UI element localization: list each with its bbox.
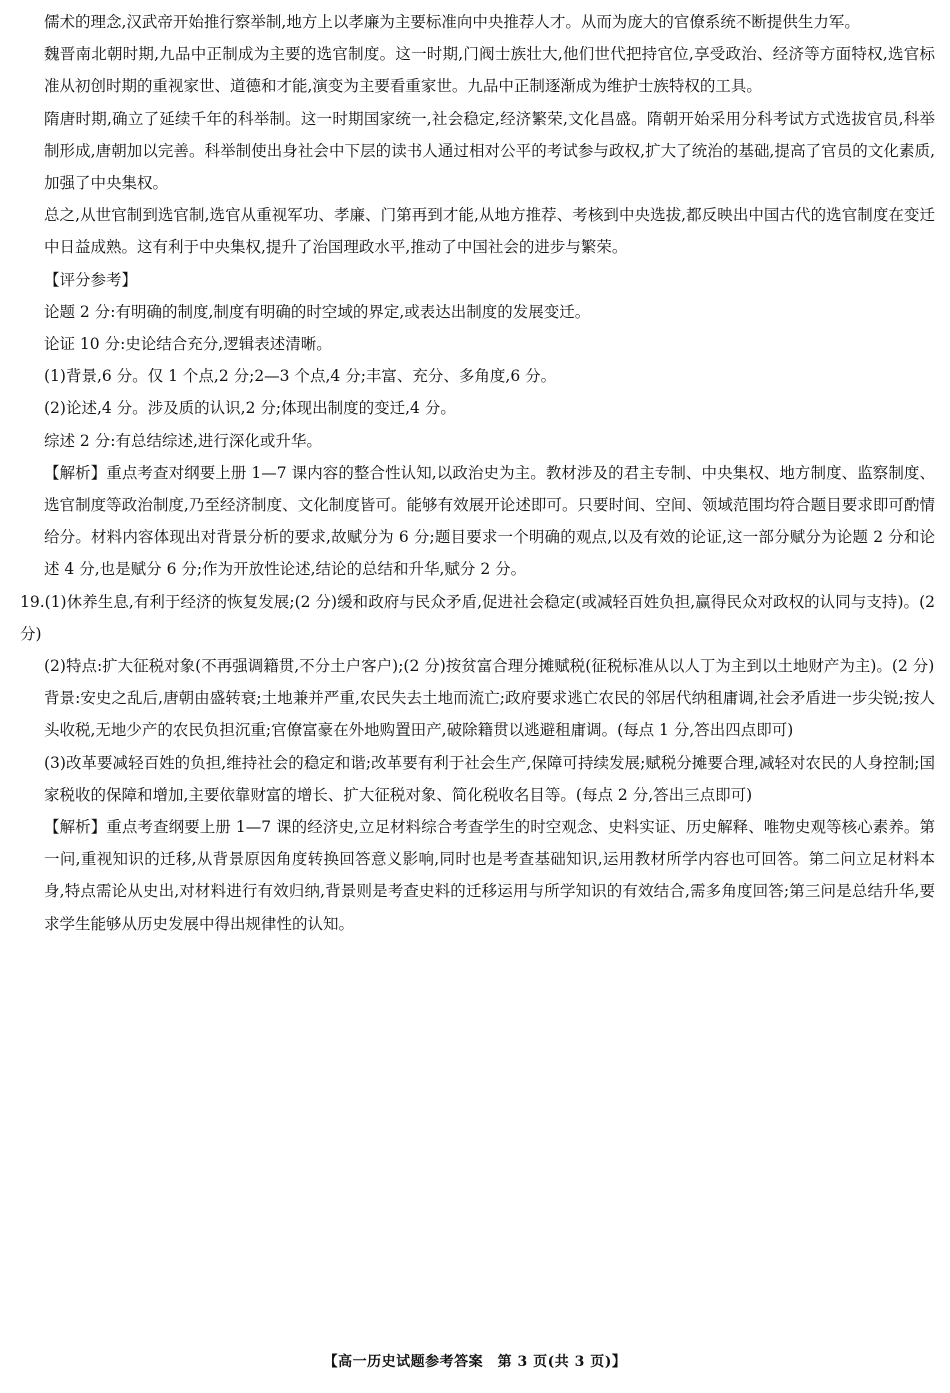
paragraph-wei-jin: 魏晋南北朝时期,九品中正制成为主要的选官制度。这一时期,门阀士族壮大,他们世代把持官位,享受政治、经济等方面特权,选官标准从初创时期的重视家世、道德和才能,演变为主要看重家世。九品中正制逐渐成为维护士族特权的工具。 bbox=[44, 45, 935, 96]
analysis-18: 【解析】重点考查对纲要上册 1—7 课内容的整合性认知,以政治史为主。教材涉及的君主专制、中央集权、地方制度、监察制度、选官制度等政治制度,乃至经济制度、文化制度皆可。能够有效展开论述即可。只要时间、空间、领域范围均符合题目要求即可酌情给分。材料内容体现出对背景分析的要求,故赋分为 6 分;题目要求一个明确的观点,以及有效的论证,这一部分赋分为论题 2 分和论述 4 分,也是赋分 6 分;作为开放性论述,结论的总结和升华,赋分 2 分。 bbox=[44, 463, 935, 579]
scoring-summary: 综述 2 分:有总结综述,进行深化或升华。 bbox=[44, 431, 322, 450]
analysis-19: 【解析】重点考查纲要上册 1—7 课的经济史,立足材料综合考查学生的时空观念、史料实证、历史解释、唯物史观等核心素养。第一问,重视知识的迁移,从背景原因角度转换回答意义影响,同时也是考查基础知识,运用教材所学内容也可回答。第二问立足材料本身,特点需论从史出,对材料进行有效归纳,背景则是考查史料的迁移运用与所学知识的有效结合,需多角度回答;第三问是总结升华,要求学生能够从历史发展中得出规律性的认知。 bbox=[44, 818, 935, 933]
answer-content bbox=[20, 6, 935, 940]
scoring-background: (1)背景,6 分。仅 1 个点,2 分;2—3 个点,4 分;丰富、充分、多角度,6 分。 bbox=[44, 367, 557, 386]
answer-19-part3: (3)改革要减轻百姓的负担,维持社会的稳定和谐;改革要有利于社会生产,保障可持续发展;赋税分摊要合理,减轻对农民的人身控制;国家税收的保障和增加,主要依靠财富的增长、扩大征税对象、简化税收名目等。(每点 2 分,答出三点即可) bbox=[44, 753, 935, 804]
answer-19-part2-background: 背景:安史之乱后,唐朝由盛转衰;土地兼并严重,农民失去土地而流亡;政府要求逃亡农民的邻居代纳租庸调,社会矛盾进一步尖锐;按人头收税,无地少产的农民负担沉重;官僚富豪在外地购置田产,破除籍贯以逃避租庸调。(每点 1 分,答出四点即可) bbox=[44, 689, 935, 740]
scoring-argument: 论证 10 分:史论结合充分,逻辑表述清晰。 bbox=[44, 335, 332, 354]
paragraph-conclusion: 总之,从世官制到选官制,选官从重视军功、孝廉、门第再到才能,从地方推荐、考核到中央选拔,都反映出中国古代的选官制度在变迁中日益成熟。这有利于中央集权,提升了治国理政水平,推动了中国社会的进步与繁荣。 bbox=[44, 206, 935, 257]
scoring-discussion: (2)论述,4 分。涉及质的认识,2 分;体现出制度的变迁,4 分。 bbox=[44, 399, 456, 418]
scoring-reference-heading: 【评分参考】 bbox=[44, 270, 138, 289]
paragraph-sui-tang: 隋唐时期,确立了延续千年的科举制。这一时期国家统一,社会稳定,经济繁荣,文化昌盛。隋朝开始采用分科考试方式选拔官员,科举制形成,唐朝加以完善。科举制使出身社会中下层的读书人通过相对公平的考试参与政权,扩大了统治的基础,提高了官员的文化素质,加强了中央集权。 bbox=[44, 109, 935, 193]
paragraph-han-selection: 儒术的理念,汉武帝开始推行察举制,地方上以孝廉为主要标准向中央推荐人才。从而为庞大的官僚系统不断提供生力军。 bbox=[44, 13, 860, 31]
answer-19-part2-features: (2)特点:扩大征税对象(不再强调籍贯,不分土户客户);(2 分)按贫富合理分摊赋税(征税标准从以人丁为主到以土地财产为主)。(2 分) bbox=[44, 657, 935, 676]
answer-19-part1: 19.(1)休养生息,有利于经济的恢复发展;(2 分)缓和政府与民众矛盾,促进社会稳定(或减轻百姓负担,赢得民众对政权的认同与支持)。(2 分) bbox=[20, 592, 935, 643]
page-footer: 【高一历史试题参考答案 第 3 页(共 3 页)】 bbox=[323, 1354, 627, 1370]
scoring-thesis: 论题 2 分:有明确的制度,制度有明确的时空域的界定,或表达出制度的发展变迁。 bbox=[44, 302, 591, 321]
